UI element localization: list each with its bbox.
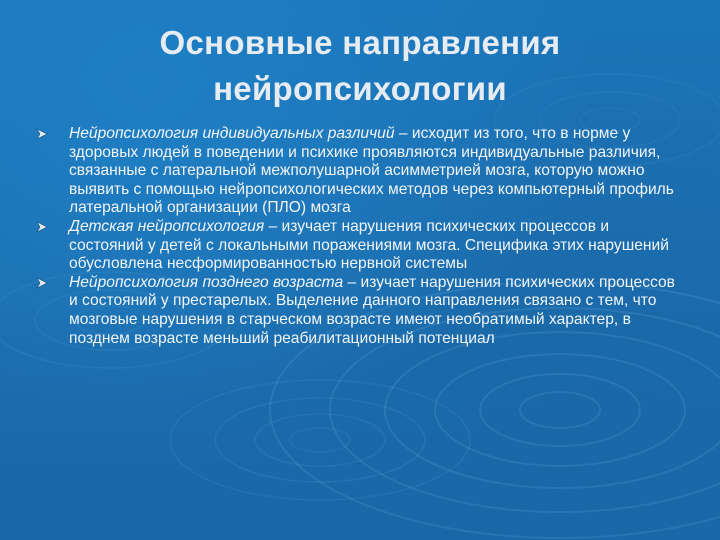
list-item [36, 125, 676, 218]
title-line-1: Основные направления [159, 24, 561, 61]
slide-title [60, 20, 660, 112]
title-line-2: нейропсихологии [213, 70, 507, 107]
bullet-term: Нейропсихология позднего возраста [69, 273, 344, 291]
list-item [36, 274, 676, 348]
bullet-term: Детская нейропсихология [69, 217, 265, 235]
arrow-bullet-icon [36, 277, 48, 289]
bullet-text: – исходит из того, что в норме у здоровых людей в поведении и психике проявляются индивидуальные различия, связанные с латеральной межполушарной асимметрией мозга, которую можно выявить с помощью нейропсихологических методов через компьютерный профиль латеральной организации (ПЛО) мозга [69, 125, 674, 217]
bullet-list [36, 125, 676, 348]
arrow-bullet-icon [36, 128, 48, 140]
bullet-term: Нейропсихология индивидуальных различий [69, 125, 395, 142]
bullet-text: – изучает нарушения психических процессов и состояний у детей с локальными поражениями мозга. Специфика этих нарушений обусловлена несформированностью нервной системы [69, 217, 669, 273]
bullet-text: – изучает нарушения психических процессов и состояний у престарелых. Выделение данного направления связано с тем, что мозговые нарушения в старческом возрасте имеют необратимый характер, в позднем возрасте меньший реабилитационный потенциал [69, 273, 675, 347]
list-item [36, 218, 676, 274]
arrow-bullet-icon [36, 221, 48, 233]
